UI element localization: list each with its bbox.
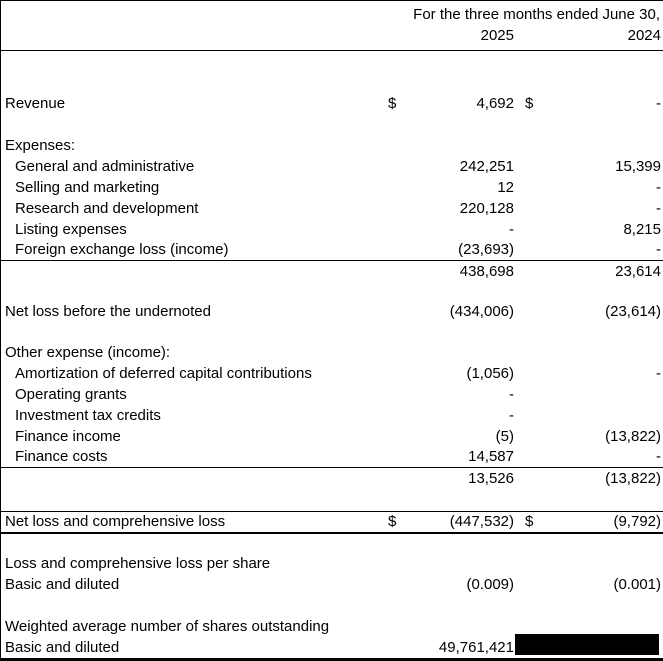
value-2024: (13,822) <box>605 470 661 487</box>
row-label: Finance income <box>15 428 121 445</box>
row-label: Research and development <box>15 200 199 217</box>
value-2025: 12 <box>497 179 514 196</box>
blank-rows <box>1 51 663 93</box>
row-label: Amortization of deferred capital contributions <box>15 365 312 382</box>
blank-row <box>1 114 663 135</box>
value-2024: 15,399 <box>615 158 661 175</box>
table-row-revenue <box>1 93 663 114</box>
value-2025: (5) <box>495 428 514 445</box>
table-row-shares-basic-diluted <box>1 637 663 658</box>
row-label: Net loss and comprehensive loss <box>5 513 226 530</box>
table-row-finance-costs <box>1 447 663 468</box>
table-row-total-other-expense <box>1 468 663 489</box>
currency-symbol-2024: $ <box>525 95 534 112</box>
row-label: Finance costs <box>15 448 108 465</box>
table-row-operating-grants <box>1 384 663 405</box>
value-2024: - <box>656 365 661 382</box>
value-2025: 4,692 <box>476 95 514 112</box>
table-row-per-share-basic-diluted <box>1 574 663 595</box>
blank-row <box>1 489 663 511</box>
row-label: Foreign exchange loss (income) <box>15 241 229 258</box>
redacted-value-2024 <box>515 634 659 655</box>
row-label: Other expense (income): <box>5 344 171 361</box>
value-2025: (0.009) <box>466 576 514 593</box>
row-label: Listing expenses <box>15 221 127 238</box>
table-row-net-loss-before-undernoted <box>1 301 663 322</box>
table-row-total-expenses <box>1 261 663 282</box>
blank-row <box>1 282 663 301</box>
value-2025: (447,532) <box>449 513 514 530</box>
value-2024: - <box>656 200 661 217</box>
value-2024: - <box>656 95 661 112</box>
row-label: Net loss before the undernoted <box>5 303 211 320</box>
value-2024: (13,822) <box>605 428 661 445</box>
value-2025: (434,006) <box>449 303 514 320</box>
blank-row <box>1 322 663 342</box>
value-2024: - <box>656 179 661 196</box>
table-row-selling-marketing <box>1 177 663 198</box>
row-label: Basic and diluted <box>5 576 120 593</box>
row-label: Revenue <box>5 95 66 112</box>
value-2024: (9,792) <box>613 513 661 530</box>
value-2025: - <box>509 407 514 424</box>
value-2025: - <box>509 386 514 403</box>
blank-row <box>1 534 663 553</box>
table-row-research-development <box>1 198 663 219</box>
table-row-general-admin <box>1 156 663 177</box>
row-label: Selling and marketing <box>15 179 160 196</box>
value-2025: - <box>509 221 514 238</box>
value-2024: (0.001) <box>613 576 661 593</box>
value-2024: 23,614 <box>615 263 661 280</box>
value-2025: 220,128 <box>459 200 514 217</box>
value-2025: (1,056) <box>466 365 514 382</box>
currency-symbol-2024: $ <box>525 513 534 530</box>
value-2024: 8,215 <box>623 221 661 238</box>
currency-symbol-2025: $ <box>388 513 397 530</box>
table-row-per-share-heading <box>1 553 663 574</box>
value-2024: (23,614) <box>605 303 661 320</box>
row-label: Weighted average number of shares outstanding <box>5 618 330 635</box>
value-2024: - <box>656 241 661 258</box>
value-2025: 14,587 <box>468 448 514 465</box>
table-row-investment-tax-credits <box>1 405 663 426</box>
currency-symbol-2025: $ <box>388 95 397 112</box>
table-row-listing-expenses <box>1 219 663 240</box>
value-2025: 242,251 <box>459 158 514 175</box>
table-row-finance-income <box>1 426 663 447</box>
table-row-net-loss-comprehensive <box>1 511 663 534</box>
table-header <box>1 1 663 51</box>
row-label: Operating grants <box>15 386 127 403</box>
row-label: Expenses: <box>5 137 76 154</box>
row-label: General and administrative <box>15 158 195 175</box>
header-period-title: For the three months ended June 30, <box>413 6 660 23</box>
table-row-amortization <box>1 363 663 384</box>
value-2025: 13,526 <box>468 470 514 487</box>
table-row-expenses-heading <box>1 135 663 156</box>
blank-row <box>1 595 663 616</box>
value-2025: 49,761,421 <box>438 639 514 656</box>
table-row-other-expense-heading <box>1 342 663 363</box>
header-year-row <box>1 25 663 46</box>
value-2025: (23,693) <box>458 241 514 258</box>
row-label: Loss and comprehensive loss per share <box>5 555 271 572</box>
row-label: Basic and diluted <box>5 639 120 656</box>
value-2025: 438,698 <box>459 263 514 280</box>
column-header-2024: 2024 <box>627 27 661 44</box>
table-row-foreign-exchange <box>1 240 663 261</box>
row-label: Investment tax credits <box>15 407 161 424</box>
value-2024: - <box>656 448 661 465</box>
column-header-2025: 2025 <box>480 27 514 44</box>
